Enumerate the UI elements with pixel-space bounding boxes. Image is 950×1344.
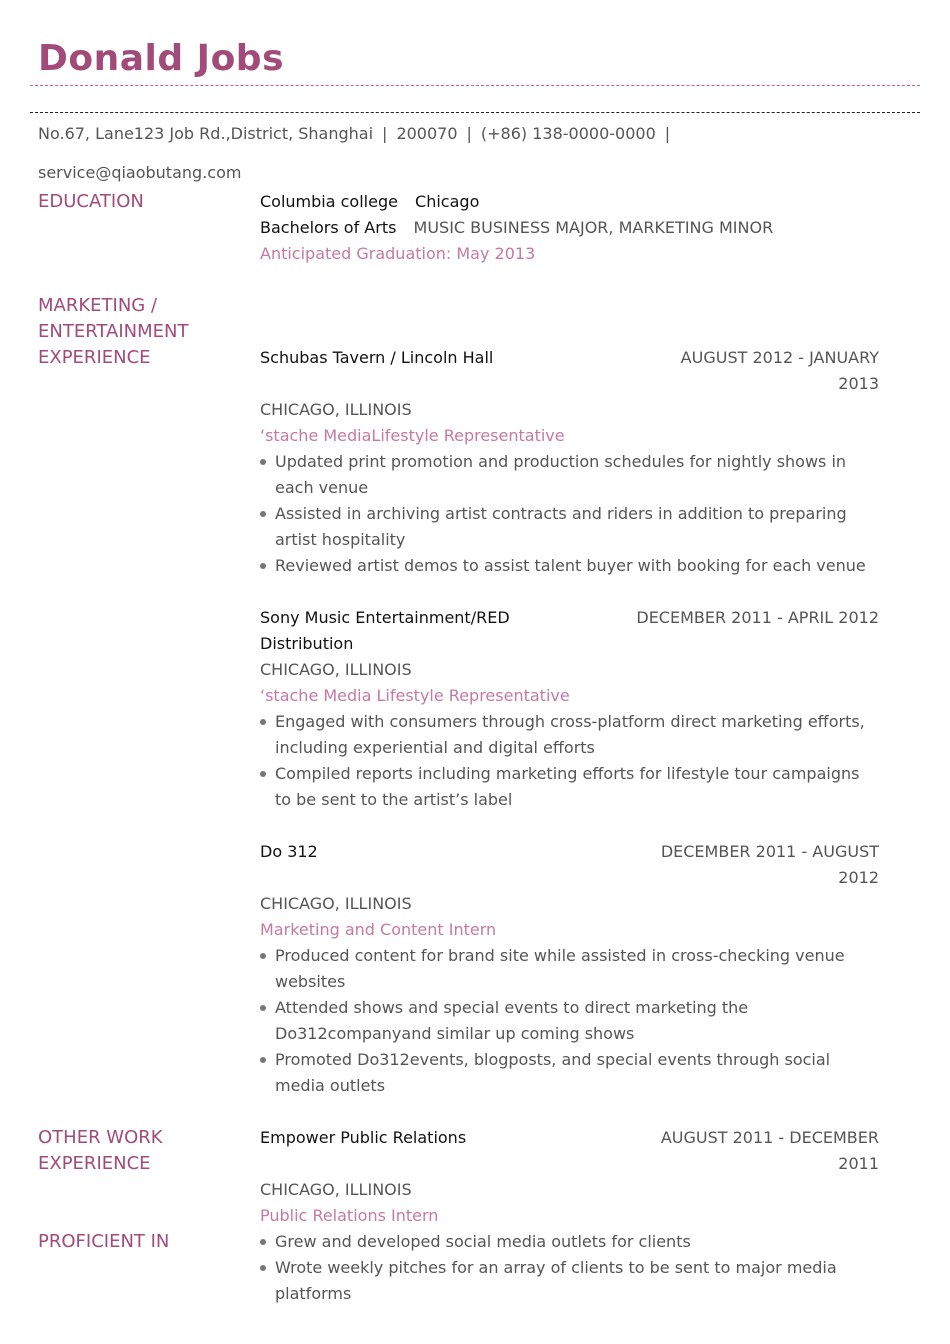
- section-label-line: OTHER WORK: [38, 1127, 163, 1148]
- list-item: [260, 1229, 900, 1255]
- job-date-line: 2011: [838, 1154, 879, 1173]
- job-bullet-list: [260, 1229, 900, 1307]
- education-degree-line: [260, 215, 773, 241]
- header-divider-top: [30, 85, 920, 86]
- job-company-line: Sony Music Entertainment/RED: [260, 608, 510, 627]
- contact-phone: (+86) 138-0000-0000: [480, 124, 656, 143]
- job-date: [609, 1125, 879, 1177]
- list-item: [260, 1255, 900, 1307]
- education-graduation: Anticipated Graduation: May 2013: [260, 244, 536, 263]
- bullet-text: Reviewed artist demos to assist talent buyer with booking for each venue: [275, 556, 866, 575]
- bullet-text: each venue: [275, 478, 369, 497]
- bullet-dot-icon: [260, 1239, 266, 1245]
- job-date-line: 2012: [838, 868, 879, 887]
- section-label-line: MARKETING /: [38, 295, 158, 316]
- section-label-marketing: [38, 293, 248, 371]
- job-location: CHICAGO, ILLINOIS: [260, 660, 412, 679]
- job-date-line: 2013: [838, 374, 879, 393]
- job-location: CHICAGO, ILLINOIS: [260, 400, 412, 419]
- bullet-text: Assisted in archiving artist contracts and riders in addition to preparing: [275, 504, 847, 523]
- bullet-dot-icon: [260, 511, 266, 517]
- bullet-text: Engaged with consumers through cross-platform direct marketing efforts,: [275, 712, 865, 731]
- job-bullet-list: [260, 709, 900, 813]
- bullet-text: Promoted Do312events, blogposts, and special events through social: [275, 1050, 831, 1069]
- bullet-dot-icon: [260, 953, 266, 959]
- contact-email: service@qiaobutang.com: [38, 163, 242, 182]
- section-label-line: ENTERTAINMENT: [38, 321, 189, 342]
- education-school: Columbia college: [260, 192, 398, 211]
- bullet-text: Compiled reports including marketing efforts for lifestyle tour campaigns: [275, 764, 860, 783]
- bullet-text: Grew and developed social media outlets for clients: [275, 1232, 691, 1251]
- education-degree: Bachelors of Arts: [260, 218, 397, 237]
- bullet-dot-icon: [260, 1005, 266, 1011]
- job-bullet-list: [260, 449, 900, 579]
- contact-zip: 200070: [396, 124, 458, 143]
- bullet-text: platforms: [275, 1284, 352, 1303]
- list-item: [260, 761, 900, 813]
- candidate-name: Donald Jobs: [38, 38, 285, 79]
- job-title: ‘stache MediaLifestyle Representative: [260, 426, 565, 445]
- education-city: Chicago: [415, 192, 480, 211]
- section-label-other-work: [38, 1125, 248, 1177]
- list-item: [260, 1047, 900, 1099]
- job-title: Public Relations Intern: [260, 1206, 439, 1225]
- bullet-text: Attended shows and special events to direct marketing the: [275, 998, 749, 1017]
- contact-separator: |: [382, 124, 388, 143]
- bullet-text: artist hospitality: [275, 530, 406, 549]
- bullet-dot-icon: [260, 1057, 266, 1063]
- job-date: [609, 345, 879, 397]
- list-item: [260, 943, 900, 995]
- list-item: [260, 449, 900, 501]
- job-company-line: Distribution: [260, 634, 354, 653]
- bullet-dot-icon: [260, 771, 266, 777]
- bullet-dot-icon: [260, 1265, 266, 1271]
- bullet-text: Wrote weekly pitches for an array of clients to be sent to major media: [275, 1258, 837, 1277]
- list-item: [260, 995, 900, 1047]
- job-bullet-list: [260, 943, 900, 1099]
- bullet-text: to be sent to the artist’s label: [275, 790, 513, 809]
- bullet-text: Produced content for brand site while assisted in cross-checking venue: [275, 946, 845, 965]
- contact-info: [38, 114, 918, 192]
- bullet-text: media outlets: [275, 1076, 386, 1095]
- bullet-text: Updated print promotion and production schedules for nightly shows in: [275, 452, 847, 471]
- job-date-line: AUGUST 2012 - JANUARY: [680, 348, 879, 367]
- bullet-dot-icon: [260, 563, 266, 569]
- bullet-text: including experiential and digital efforts: [275, 738, 595, 757]
- job-company: Schubas Tavern / Lincoln Hall: [260, 348, 494, 367]
- job-date-line: DECEMBER 2011 - AUGUST: [660, 842, 879, 861]
- job-company: [260, 605, 510, 657]
- section-label-line: EXPERIENCE: [38, 1153, 151, 1174]
- job-location: CHICAGO, ILLINOIS: [260, 1180, 412, 1199]
- job-title: ‘stache Media Lifestyle Representative: [260, 686, 570, 705]
- job-company: Do 312: [260, 842, 318, 861]
- section-label-education: EDUCATION: [38, 191, 144, 212]
- section-label-line: EXPERIENCE: [38, 347, 151, 368]
- bullet-text: websites: [275, 972, 346, 991]
- section-label-proficient: PROFICIENT IN: [38, 1231, 170, 1252]
- contact-address: No.67, Lane123 Job Rd.,District, Shanghai: [38, 124, 374, 143]
- job-date-line: AUGUST 2011 - DECEMBER: [660, 1128, 879, 1147]
- education-major: MUSIC BUSINESS MAJOR, MARKETING MINOR: [413, 218, 774, 237]
- job-title: Marketing and Content Intern: [260, 920, 497, 939]
- header-divider-bottom: [30, 112, 920, 113]
- job-date: [609, 839, 879, 891]
- list-item: [260, 553, 900, 579]
- bullet-dot-icon: [260, 459, 266, 465]
- contact-separator: |: [466, 124, 472, 143]
- bullet-text: Do312companyand similar up coming shows: [275, 1024, 635, 1043]
- contact-separator: |: [664, 124, 671, 143]
- list-item: [260, 501, 900, 553]
- education-school-line: [260, 189, 479, 215]
- job-company: Empower Public Relations: [260, 1128, 467, 1147]
- bullet-dot-icon: [260, 719, 266, 725]
- job-date: DECEMBER 2011 - APRIL 2012: [636, 608, 879, 627]
- list-item: [260, 709, 900, 761]
- job-location: CHICAGO, ILLINOIS: [260, 894, 412, 913]
